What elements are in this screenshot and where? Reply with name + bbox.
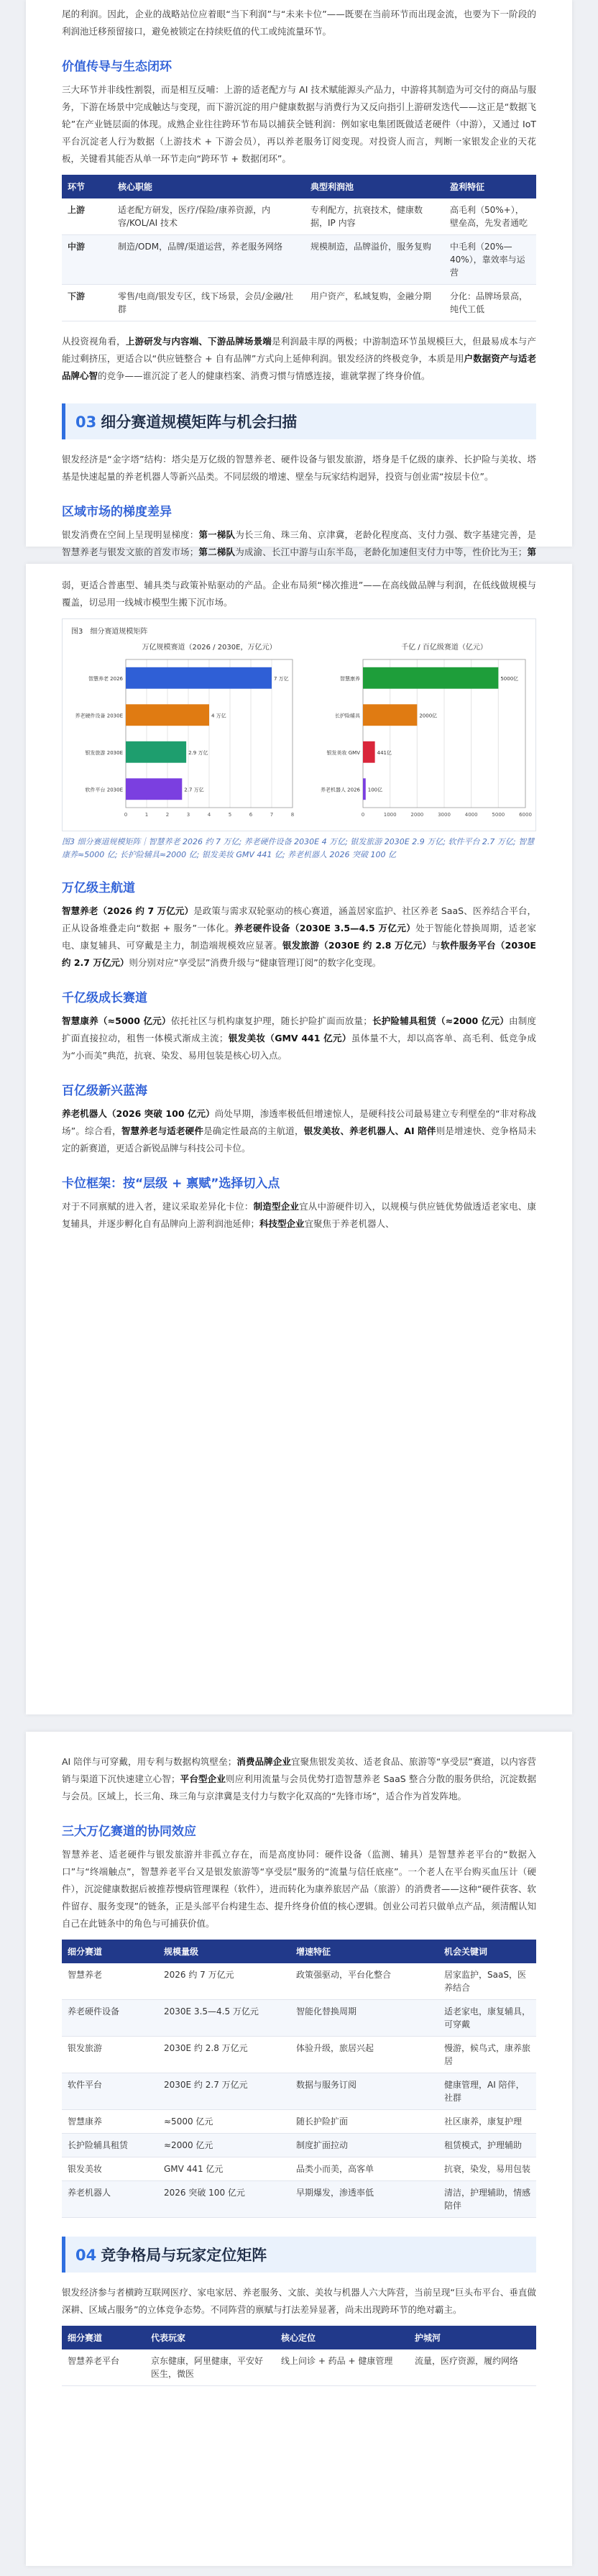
table-cell: GMV 441 亿元 <box>158 2157 290 2181</box>
left-chart-data-label: 4 万亿 <box>211 713 226 719</box>
left-chart-tick-label: 8 <box>290 812 295 818</box>
left-chart-category-label: 软件平台 2030E <box>85 787 123 793</box>
right-chart-bar <box>363 704 417 726</box>
table-cell: 社区康养，康复护理 <box>438 2110 536 2134</box>
report-page-3 <box>26 1732 572 2566</box>
positioning-paragraph: 对于不同禀赋的进入者，建议采取差异化卡位：制造型企业宜从中游硬件切入，以规模与供应链优势做透适老家电、康复辅具，并逐步孵化自有品牌向上游利润池延伸；科技型企业宜聚焦于养老机器人、 <box>62 1201 536 1229</box>
table-cell: 专利配方，抗衰技术，健康数据，IP 内容 <box>305 198 444 235</box>
region-continued-paragraph: 弱，更适合普惠型、辅具类与政策补贴驱动的产品。企业布局须“梯次推进”——在高线做品牌与利润，在低线做规模与覆盖，切忌用一线城市模型生搬下沉市场。 <box>62 580 536 608</box>
segment-matrix-figure <box>62 618 536 831</box>
region-paragraph: 银发消费在空间上呈现明显梯度：第一梯队为长三角、珠三角、京津冀，老龄化程度高、支付力强、数字基建完善，是智慧养老与银发文旅的首发市场；第二梯队为成渝、长江中游与山东半岛，老龄化加速但支付力中等，性价比为王；第 <box>62 529 536 557</box>
section-number: 03 <box>75 414 97 431</box>
left-chart-tick-label: 0 <box>124 812 128 818</box>
left-chart-data-label: 2.7 万亿 <box>184 787 204 793</box>
table-row <box>62 235 536 285</box>
table-row <box>62 2000 536 2037</box>
table-cell: 2026 约 7 万亿元 <box>158 1963 290 2000</box>
table-cell: 京东健康，阿里健康，平安好医生，微医 <box>145 2349 275 2386</box>
table-header: 核心定位 <box>275 2326 409 2349</box>
table-header: 盈利特征 <box>444 175 536 198</box>
table-cell: 分化：品牌场景高，纯代工低 <box>444 285 536 321</box>
table-cell: 线上问诊 + 药品 + 健康管理 <box>275 2349 409 2386</box>
table-header: 增速特征 <box>290 1940 438 1963</box>
left-chart-tick-label: 4 <box>207 812 211 818</box>
table-cell: 规模制造，品牌溢价，服务复购 <box>305 235 444 285</box>
table-header: 细分赛道 <box>62 1940 158 1963</box>
section-number: 04 <box>75 2247 97 2264</box>
right-chart-category-label: 长护险辅具 <box>335 713 360 719</box>
value-chain-table <box>62 175 536 321</box>
table-cell: 高毛利（50%+），壁垒高，先发者通吃 <box>444 198 536 235</box>
section-04-title: 04 竞争格局与玩家定位矩阵 <box>62 2237 536 2273</box>
section-03-paragraph: 银发经济是“金字塔”结构：塔尖是万亿级的智慧养老、硬件设备与银发旅游，塔身是千亿级的康养、长护险与美妆、塔基是快速起量的养老机器人等新兴品类。不同层级的增速、壁垒与玩家结构迥异，投资与创业需“按层卡位”。 <box>62 454 536 482</box>
right-chart-category-label: 养老机器人 2026 <box>320 787 360 793</box>
left-chart-title: 万亿规模赛道（2026 / 2030E，万亿元） <box>142 644 277 652</box>
heading-positioning: 卡位框架：按“层级 + 禀赋”选择切入点 <box>62 1177 280 1191</box>
table-header: 护城河 <box>409 2326 536 2349</box>
table-cell: 健康管理，AI 陪伴，社群 <box>438 2073 536 2110</box>
table-row <box>62 2073 536 2110</box>
table-cell: 2030E 3.5—4.5 万亿元 <box>158 2000 290 2037</box>
table-row <box>62 2110 536 2134</box>
heading-synergy: 三大万亿赛道的协同效应 <box>62 1824 196 1839</box>
table-header: 机会关键词 <box>438 1940 536 1963</box>
table-cell: 银发旅游 <box>62 2037 158 2073</box>
table-cell: 制造/ODM，品牌/渠道运营，养老服务网络 <box>112 235 305 285</box>
table-header: 代表玩家 <box>145 2326 275 2349</box>
blue-ocean-paragraph: 养老机器人（2026 突破 100 亿元）尚处早期，渗透率极低但增速惊人，是硬科技公司最易建立专利壁垒的“非对称战场”。综合看，智慧养老与适老硬件是确定性最高的主航道，银发美妆、养老机器人、AI 陪伴则是增速快、竞争格局未定的新赛道，更适合新锐品牌与科技公司卡位。 <box>62 1108 536 1154</box>
table-cell: 上游 <box>62 198 112 235</box>
right-chart-bar <box>363 667 498 689</box>
table-cell: 抗衰，染发，易用包装 <box>438 2157 536 2181</box>
right-chart-data-label: 441亿 <box>377 749 392 756</box>
intro-paragraph: 尾的利润。因此，企业的战略站位应着眼“当下利润”与“未来卡位”——既要在当前环节而出现金流，也要为下一阶段的利润池迁移预留接口，避免被锁定在持续贬值的代工或纯流量环节。 <box>62 9 536 37</box>
table-row <box>62 2157 536 2181</box>
heading-trillion: 万亿级主航道 <box>62 881 135 895</box>
player-table <box>62 2326 536 2386</box>
left-chart-category-label: 银发旅游 2030E <box>85 749 123 756</box>
table-cell: 政策强驱动，平台化整合 <box>290 1963 438 2000</box>
right-chart-data-label: 5000亿 <box>500 675 519 682</box>
table-cell: 租赁模式，护理辅助 <box>438 2134 536 2157</box>
table-cell: 适老家电，康复辅具，可穿戴 <box>438 2000 536 2037</box>
value-loop-paragraph: 三大环节并非线性割裂，而是相互反哺：上游的适老配方与 AI 技术赋能源头产品力，中游将其制造为可交付的商品与服务，下游在场景中完成触达与变现，而下游沉淀的用户健康数据与消费行为又反向指引上游研发迭代——这正是“数据飞轮”在产业链层面的体现。成熟企业往往跨环节布局以捕获全链利润：例如家电集团既做适老硬件（中游），又通过 IoT 平台沉淀老人行为数据（上游技术 + 下游会员），再以养老服务订阅变现。对投资人而言，判断一家银发企业的天花板，关键看其能否从单一环节走向“跨环节 + 数据闭环”。 <box>62 84 536 164</box>
segment-matrix-chart <box>63 619 535 828</box>
table-cell: 智能化替换周期 <box>290 2000 438 2037</box>
table-cell: 2030E 约 2.8 万亿元 <box>158 2037 290 2073</box>
table-cell: 数据与服务订阅 <box>290 2073 438 2110</box>
right-chart-bar <box>363 778 366 800</box>
table-cell: 随长护险扩面 <box>290 2110 438 2134</box>
right-chart-bar <box>363 741 375 763</box>
table-row <box>62 285 536 321</box>
right-chart-tick-label: 1000 <box>383 812 397 818</box>
left-chart-tick-label: 6 <box>249 812 253 818</box>
table-cell: 居家监护，SaaS，医养结合 <box>438 1963 536 2000</box>
heading-hundred-billion: 千亿级成长赛道 <box>62 991 147 1005</box>
table-header: 规模量级 <box>158 1940 290 1963</box>
hundred-billion-paragraph: 智慧康养（≈5000 亿元）依托社区与机构康复护理，随长护险扩面而放量；长护险辅具租赁（≈2000 亿元）由制度扩面直接拉动，租售一体模式渐成主流；银发美妆（GMV 441 亿元）虽体量不大，却以高客单、高毛利、低竞争成为“小而美”典范，抗衰、染发、易用包装是核心切入点。 <box>62 1015 536 1061</box>
table-row <box>62 2181 536 2218</box>
right-chart-tick-label: 2000 <box>410 812 424 818</box>
table-cell: 养老硬件设备 <box>62 2000 158 2037</box>
table-cell: 清洁，护理辅助，情感陪伴 <box>438 2181 536 2218</box>
segment-matrix-table <box>62 1940 536 2218</box>
table-cell: 体验升级，旅居兴起 <box>290 2037 438 2073</box>
table-header: 环节 <box>62 175 112 198</box>
synergy-paragraph: 智慧养老、适老硬件与银发旅游并非孤立存在，而是高度协同：硬件设备（监测、辅具）是智慧养老平台的“数据入口”与“终端触点”，智慧养老平台又是银发旅游等“享受层”服务的“流量与信任底座”。一个老人在平台购买血压计（硬件），沉淀健康数据后被推荐慢病管理课程（软件），进而转化为康养旅居产品（旅游）的消费者——这种“硬件获客、软件留存、服务变现”的链条，正是头部平台构建生态、提升终身价值的核心逻辑。创业公司若只做单点产品，须清醒认知自己在此链条中的角色与可捕获价值。 <box>62 1849 536 1929</box>
table-row <box>62 198 536 235</box>
right-chart-tick-label: 6000 <box>519 812 532 818</box>
table-cell: 长护险辅具租赁 <box>62 2134 158 2157</box>
table-cell: 养老机器人 <box>62 2181 158 2218</box>
right-chart-category-label: 智慧康养 <box>340 675 360 682</box>
left-chart-tick-label: 1 <box>144 812 149 818</box>
table-cell: 银发美妆 <box>62 2157 158 2181</box>
table-cell: 零售/电商/银发专区，线下场景，会员/金融/社群 <box>112 285 305 321</box>
table-cell: 品类小而美，高客单 <box>290 2157 438 2181</box>
left-chart-category-label: 养老硬件设备 2030E <box>75 713 123 719</box>
table-cell: 智慧养老平台 <box>62 2349 145 2386</box>
right-chart-data-label: 100亿 <box>367 787 383 793</box>
left-chart-tick-label: 7 <box>270 812 274 818</box>
table-cell: ≈2000 亿元 <box>158 2134 290 2157</box>
table-cell: 早期爆发，渗透率低 <box>290 2181 438 2218</box>
section-03-title: 03 细分赛道规模矩阵与机会扫描 <box>62 403 536 439</box>
table-cell: 中游 <box>62 235 112 285</box>
table-header: 细分赛道 <box>62 2326 145 2349</box>
right-chart-title: 千亿 / 百亿级赛道（亿元） <box>401 644 487 652</box>
table-cell: 慢游，候鸟式，康养旅居 <box>438 2037 536 2073</box>
right-chart-tick-label: 3000 <box>438 812 451 818</box>
left-chart-category-label: 智慧养老 2026 <box>88 675 123 682</box>
table-cell: 中毛利（20%—40%），靠效率与运营 <box>444 235 536 285</box>
table-cell: 软件平台 <box>62 2073 158 2110</box>
table-cell: 流量，医疗资源，履约网络 <box>409 2349 536 2386</box>
left-chart-tick-label: 3 <box>186 812 190 818</box>
report-page-1 <box>26 0 572 557</box>
left-chart-bar <box>126 778 182 800</box>
table-cell: 制度扩面拉动 <box>290 2134 438 2157</box>
right-chart-tick-label: 4000 <box>464 812 478 818</box>
positioning-continued-paragraph: AI 陪伴与可穿戴，用专利与数据构筑壁垒；消费品牌企业宜聚焦银发美妆、适老食品、旅游等“享受层”赛道，以内容营销与渠道下沉快速建立心智；平台型企业则应利用流量与会员优势打造智慧养老 SaaS 整合分散的服务供给，沉淀数据与会员。区域上，长三角、珠三角与京津冀是支付力与数字化双高的“先锋市场”，适合作为首发阵地。 <box>62 1756 537 1801</box>
table-header: 典型利润池 <box>305 175 444 198</box>
table-cell: 智慧养老 <box>62 1963 158 2000</box>
table-row <box>62 2134 536 2157</box>
table-cell: 适老配方研发，医疗/保险/康养资源，内容/KOL/AI 技术 <box>112 198 305 235</box>
table-cell: ≈5000 亿元 <box>158 2110 290 2134</box>
left-chart-tick-label: 2 <box>165 812 170 818</box>
table-row <box>62 2349 536 2386</box>
left-chart-bar <box>126 704 209 726</box>
report-page-2 <box>26 564 572 1714</box>
table-cell: 用户资产，私域复购，金融分期 <box>305 285 444 321</box>
table-header: 核心职能 <box>112 175 305 198</box>
right-chart-data-label: 2000亿 <box>419 713 438 719</box>
figure-caption: 图3 细分赛道规模矩阵｜智慧养老 2026 约 7 万亿; 养老硬件设备 2030E 4 万亿; 银发旅游 2030E 2.9 万亿; 软件平台 2.7 万亿; 智慧康养≈5000 亿; 长护险辅具≈2000 亿; 银发美妆 GMV 441 亿; 养老机器人 2026 突破 100 亿 <box>62 837 535 859</box>
trillion-paragraph: 智慧养老（2026 约 7 万亿元）是政策与需求双轮驱动的核心赛道，涵盖居家监护、社区养老 SaaS、医养结合平台，正从设备堆叠走向“数据 + 服务”一体化。养老硬件设备（2030E 3.5—4.5 万亿元）处于智能化替换周期，适老家电、康复辅具、可穿戴是主力，制造端规模效应显著。银发旅游（2030E 约 2.8 万亿元）与软件服务平台（2030E 约 2.7 万亿元）则分别对应“享受层”消费升级与“健康管理订阅”的数字化变现。 <box>62 905 536 968</box>
right-chart-tick-label: 5000 <box>492 812 505 818</box>
left-chart-data-label: 7 万亿 <box>274 675 289 682</box>
heading-blue-ocean: 百亿级新兴蓝海 <box>62 1084 147 1098</box>
figure-label: 图3 细分赛道规模矩阵 <box>71 628 148 636</box>
left-chart-data-label: 2.9 万亿 <box>188 749 208 756</box>
left-chart-bar <box>126 667 272 689</box>
left-chart-bar <box>126 741 186 763</box>
section-04-paragraph: 银发经济参与者横跨互联网医疗、家电家居、养老服务、文旅、美妆与机器人六大阵营，当前呈现“巨头布平台、垂直做深耕、区域占服务”的立体竞争态势。不同阵营的禀赋与打法差异显著，尚未出现跨环节的绝对霸主。 <box>62 2287 536 2315</box>
heading-region: 区域市场的梯度差异 <box>62 505 172 519</box>
table-cell: 2026 突破 100 亿元 <box>158 2181 290 2218</box>
right-chart-category-label: 银发美妆 GMV <box>326 749 360 756</box>
left-chart-tick-label: 5 <box>228 812 232 818</box>
table-cell: 下游 <box>62 285 112 321</box>
chain-summary-paragraph: 从投资视角看，上游研发与内容端、下游品牌场景端是利润最丰厚的两极；中游制造环节虽规模巨大，但最易成本与产能过剩挤压，更适合以“供应链整合 + 自有品牌”方式向上延伸利润。银发经济的终极竞争，本质是用户数据资产与适老品牌心智的竞争——谁沉淀了老人的健康档案、消费习惯与情感连接，谁就掌握了终身价值。 <box>62 336 536 381</box>
table-row <box>62 1963 536 2000</box>
table-cell: 2030E 约 2.7 万亿元 <box>158 2073 290 2110</box>
right-chart-tick-label: 0 <box>361 812 365 818</box>
table-cell: 智慧康养 <box>62 2110 158 2134</box>
heading-value-loop: 价值传导与生态闭环 <box>62 60 172 74</box>
table-row <box>62 2037 536 2073</box>
